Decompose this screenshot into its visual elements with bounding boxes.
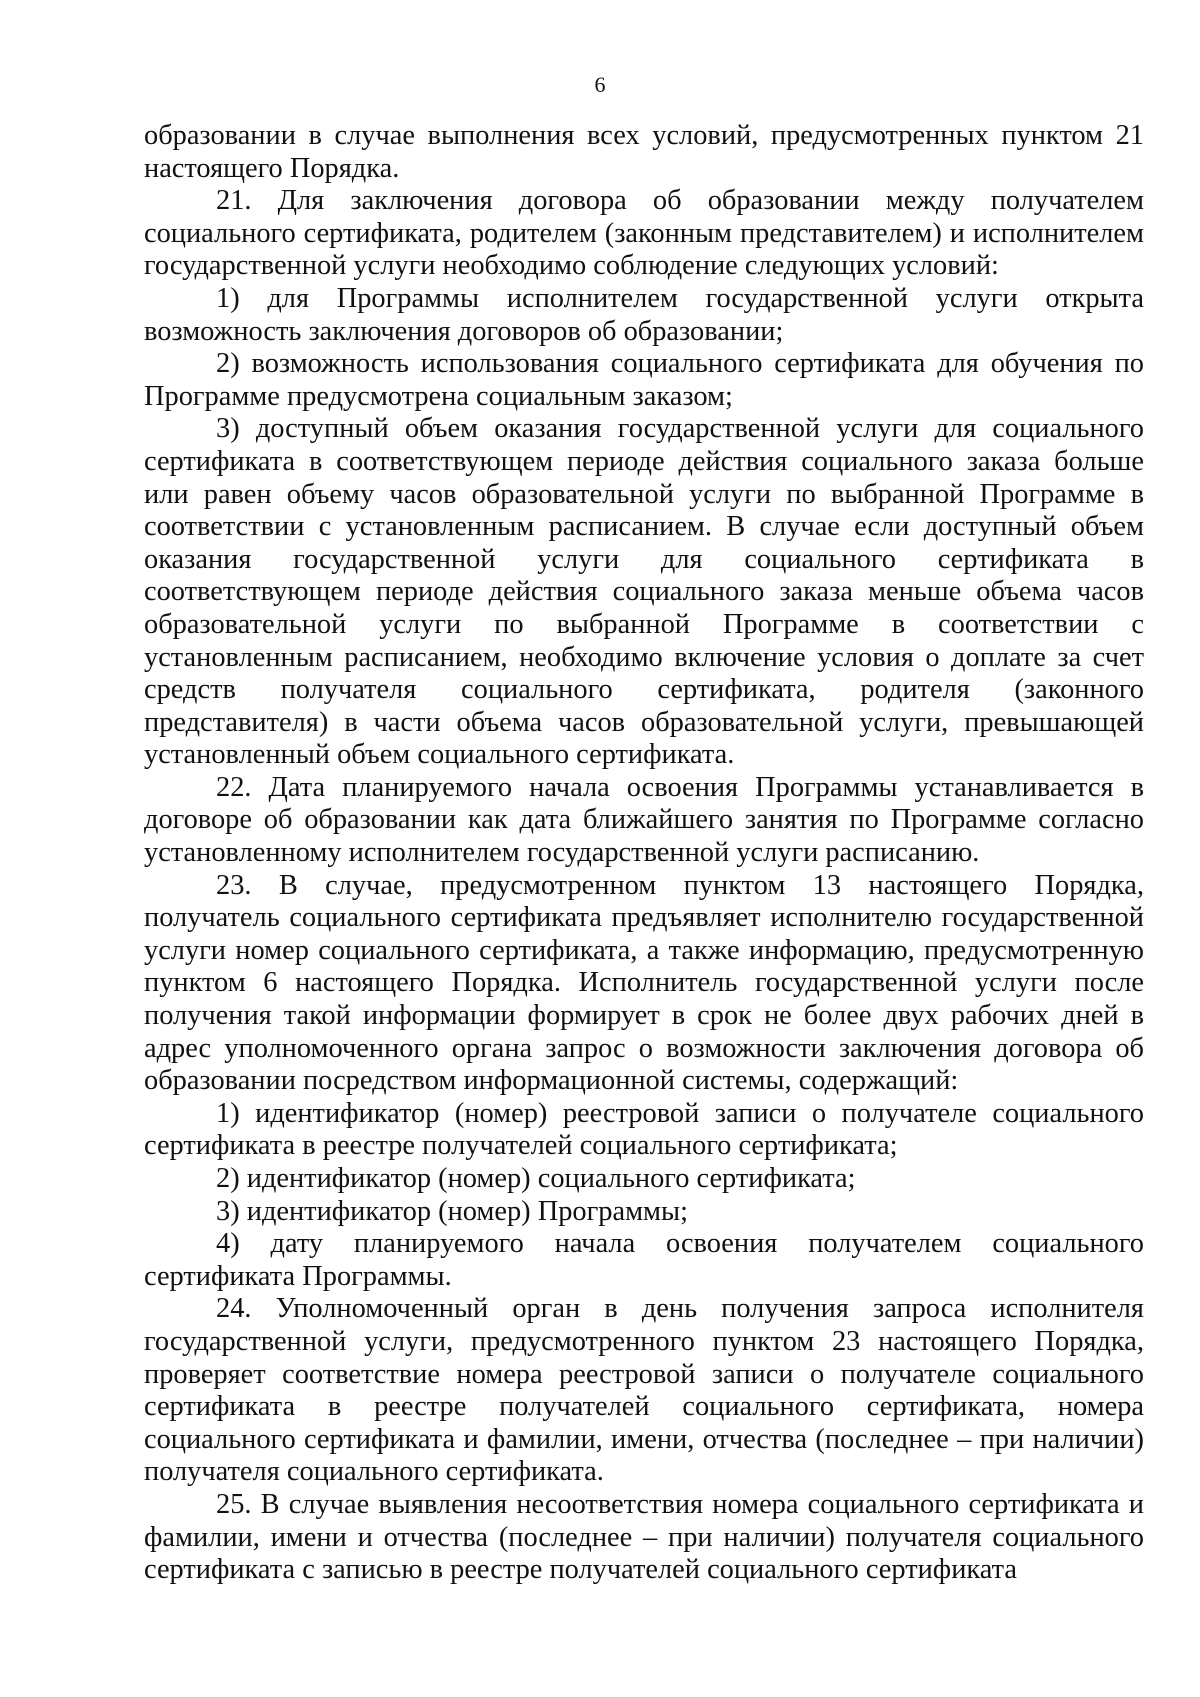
paragraph-21-subitem-2: 2) возможность использования социального сертификата для обучения по Программе предусмотрена социальным заказом; [144, 348, 1144, 412]
page-number: 6 [594, 72, 606, 97]
paragraph-item-25: 25. В случае выявления несоответствия номера социального сертификата и фамилии, имени и отчества (последнее – при наличии) получателя социального сертификата с записью в реестре получателей социального сертификата [144, 1488, 1144, 1586]
paragraph-23-subitem-3: 3) идентификатор (номер) Программы; [216, 1195, 688, 1227]
paragraph-21-subitem-1: 1) для Программы исполнителем государственной услуги открыта возможность заключения договоров об образовании; [144, 282, 1144, 347]
paragraph-item-23: 23. В случае, предусмотренном пунктом 13 настоящего Порядка, получатель социального сертификата предъявляет исполнителю государственной услуги номер социального сертификата, а также информацию, предусмотренную пунктом 6 настоящего Порядка. Исполнитель государственной услуги после получения такой информации формирует в срок не более двух рабочих дней в адрес уполномоченного органа запрос о возможности заключения договора об образовании посредством информационной системы, содержащий: [144, 869, 1144, 1097]
paragraph-continuation: образовании в случае выполнения всех условий, предусмотренных пунктом 21 настоящего Порядка. [144, 120, 1144, 184]
paragraph-23-subitem-4: 4) дату планируемого начала освоения получателем социального сертификата Программы. [144, 1228, 1144, 1292]
paragraph-item-22: 22. Дата планируемого начала освоения Программы устанавливается в договоре об образовании как дата ближайшего занятия по Программе согласно установленному исполнителем государственной услуги расписанию. [144, 771, 1144, 869]
paragraph-23-subitem-2: 2) идентификатор (номер) социального сертификата; [216, 1163, 856, 1194]
paragraph-item-24: 24. Уполномоченный орган в день получения запроса исполнителя государственной услуги, предусмотренного пунктом 23 настоящего Порядка, проверяет соответствие номера реестровой записи о получателе социального сертификата в реестре получателей социального сертификата, номера социального сертификата и фамилии, имени, отчества (последнее – при наличии) получателя социального сертификата. [144, 1293, 1144, 1488]
paragraph-21-subitem-3: 3) доступный объем оказания государственной услуги для социального сертификата в соответствующем периоде действия социального заказа больше или равен объему часов образовательной услуги по выбранной Программе в соответствии с установленным расписанием. В случае если доступный объем оказания государственной услуги для социального сертификата в соответствующем периоде действия социального заказа меньше объема часов образовательной услуги по выбранной Программе в соответствии с установленным расписанием, необходимо включение условия о доплате за счет средств получателя социального сертификата, родителя (законного представителя) в части объема часов образовательной услуги, превышающей установленный объем социального сертификата. [144, 413, 1144, 771]
document-body [144, 120, 1144, 1587]
paragraph-23-subitem-1: 1) идентификатор (номер) реестровой записи о получателе социального сертификата в реестре получателей социального сертификата; [144, 1097, 1144, 1162]
paragraph-item-21: 21. Для заключения договора об образовании между получателем социального сертификата, родителем (законным представителем) и исполнителем государственной услуги необходимо соблюдение следующих условий: [144, 185, 1144, 282]
